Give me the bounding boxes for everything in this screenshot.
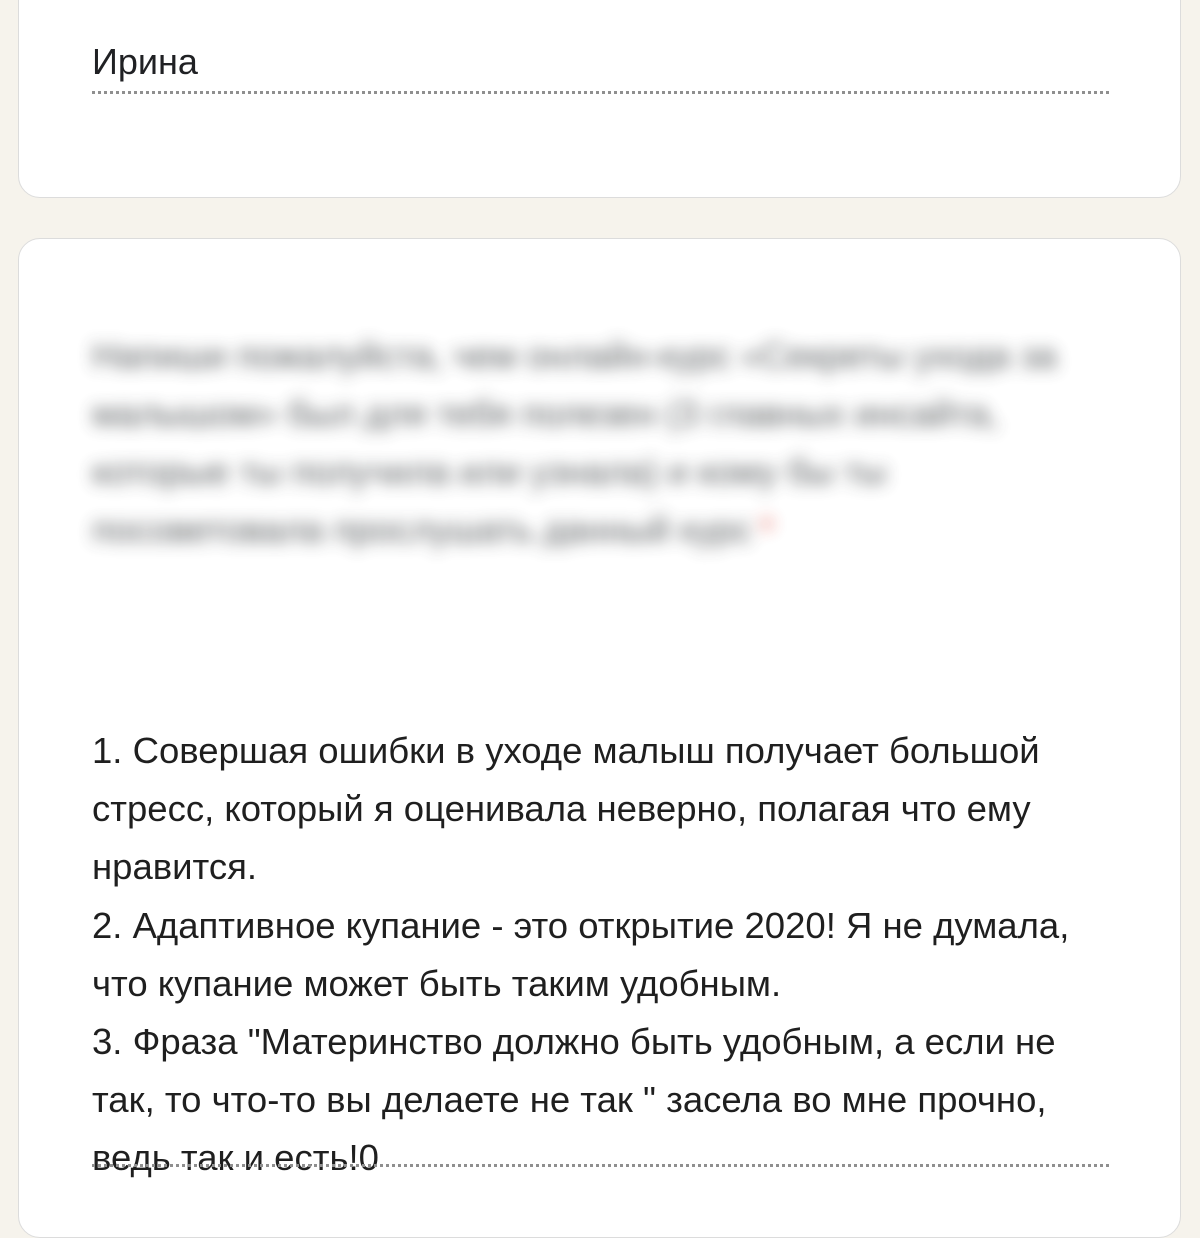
feedback-answer-textarea[interactable]: 1. Совершая ошибки в уходе малыш получает большой стресс, который я оценивала неверно, полагая что ему нравится. 2. Адаптивное купание - это открытие 2020! Я не думала, что купание может быть таким удобным. 3. Фраза "Материнство должно быть удобным, а если не так, то что-то вы делаете не так " засела во мне прочно, ведь так и есть!0 — [92, 730, 1070, 1179]
question-title — [92, 327, 1092, 559]
feedback-question-card — [18, 238, 1181, 1238]
answer-input-underline — [92, 1164, 1109, 1167]
required-marker: * — [759, 509, 774, 550]
name-input-underline — [92, 91, 1109, 94]
name-answer-input[interactable]: Ирина — [92, 41, 198, 82]
name-question-card — [18, 0, 1181, 198]
question-text: Напиши пожалуйста, чем онлайн-курс «Секреты ухода за малышом» был для тебя полезен (3 главных инсайта, которые ты получила или узнала) и кому бы ты посоветовала прослушать данный курс — [92, 335, 1057, 550]
